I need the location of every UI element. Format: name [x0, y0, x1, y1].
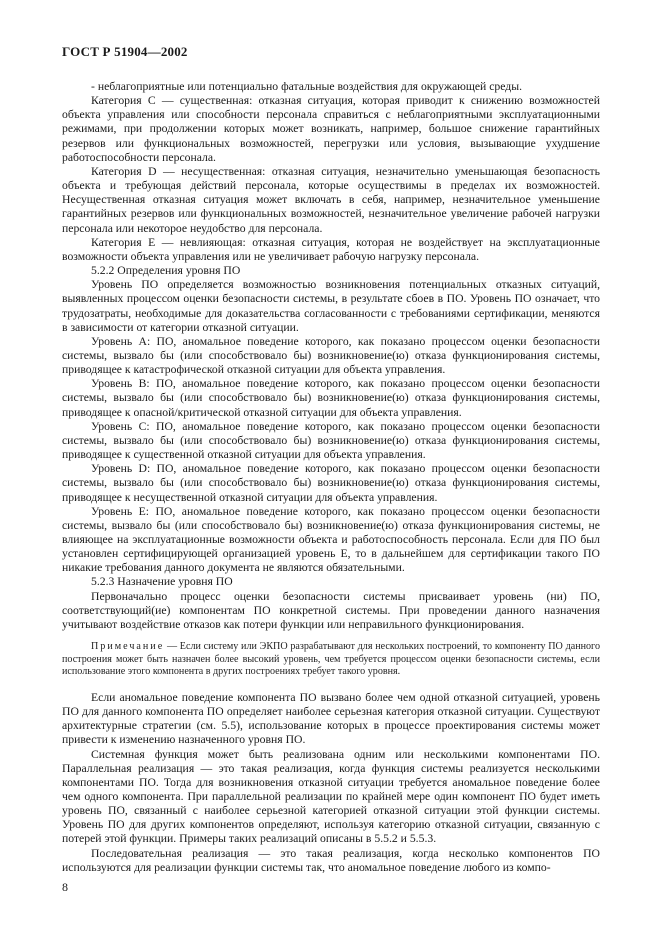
page-number: 8: [62, 880, 68, 894]
paragraph: Системная функция может быть реализована одним или несколькими компонентами ПО. Параллельная реализация — это такая реализация, когда функция системы реализуется несколькими компонентами ПО. Тогда для возникновения отказной ситуации требуется аномальное поведение более чем одного компонента. При параллельной реализации по крайней мере один компонент ПО будет иметь уровень ПО, связанный с наиболее серьезной категорией отказной ситуации этой функции системы. Уровень ПО для других компонентов определяют, используя категорию отказной ситуации, связанную с потерей этой функции. Примеры таких реализаций описаны в 5.5.2 и 5.5.3.: [62, 747, 600, 846]
paragraph: Уровень ПО определяется возможностью возникновения потенциальных отказных ситуаций, выявленных процессом оценки безопасности системы, в результате сбоев в ПО. Уровень ПО означает, что трудозатраты, необходимые для доказательства согласованности с требованиями сертификации, меняются в зависимости от категории отказной ситуации.: [62, 278, 600, 334]
section-heading-5-2-2: 5.2.2 Определения уровня ПО: [91, 264, 241, 278]
note-text: — Если систему или ЭКПО разрабатывают для нескольких построений, то компоненту ПО данного построения может быть назначен более высокий уровень, чем требуется процессом оценки безопасности системы, если использование этого компонента в других построениях требует такого уровня.: [62, 641, 600, 678]
paragraph: Последовательная реализация — это такая реализация, когда несколько компонентов ПО используются для реализации функции системы так, что аномальное поведение любого из компо-: [62, 846, 600, 874]
note: [62, 641, 600, 679]
paragraph-category-d: Категория D — несущественная: отказная ситуация, незначительно уменьшающая безопасность объекта и требующая действий персонала, которые осуществимы в пределах их возможностей. Несущественная отказная ситуация может включать в себя, например, незначительное уменьшение гарантийных резервов или функциональных возможностей, незначительное увеличение рабочей нагрузки персонала или некоторое неудобство для персонала.: [62, 164, 600, 235]
paragraph: Первоначально процесс оценки безопасности системы присваивает уровень (ни) ПО, соответствующий(ие) компонентам ПО конкретной системы. При проведении данного назначения учитывают воздействие отказов как потери функции или неправильного функционирования.: [62, 589, 600, 631]
paragraph-level-e: Уровень Е: ПО, аномальное поведение которого, как показано процессом оценки безопасности системы, вызвало бы (или способствовало бы) возникновение(ю) отказа функционирования системы, не влияющее на эксплуатационные возможности объекта и работоспособность персонала. Если для ПО был установлен сертифицирующей организацией уровень Е, то в дальнейшем для сертификации такого ПО никакие требования данного документа не являются обязательными.: [62, 504, 600, 575]
paragraph-level-a: Уровень А: ПО, аномальное поведение которого, как показано процессом оценки безопасности системы, вызвало бы (или способствовало бы) возникновение(ю) отказа функционирования системы, приводящее к катастрофической отказной ситуации для объекта управления.: [62, 334, 600, 377]
paragraph-level-c: Уровень С: ПО, аномальное поведение которого, как показано процессом оценки безопасности системы, вызвало бы (или способствовало бы) возникновение(ю) отказа функционирования системы, приводящее к существенной отказной ситуации для объекта управления.: [62, 419, 600, 462]
paragraph-category-c: Категория С — существенная: отказная ситуация, которая приводит к снижению возможностей объекта управления или способности персонала справиться с неблагоприятными эксплуатационными режимами, при продолжении которых может возникать, например, большое снижение гарантийных резервов или функциональных возможностей, перегрузки или условия, вызывающие ухудшение работоспособности персонала.: [62, 94, 600, 164]
paragraph-level-d: Уровень D: ПО, аномальное поведение которого, как показано процессом оценки безопасности системы, вызвало бы (или способствовало бы) возникновение(ю) отказа функционирования системы, приводящее к несущественной отказной ситуации для объекта управления.: [62, 462, 600, 504]
document-body: [62, 80, 600, 875]
section-heading-5-2-3: 5.2.3 Назначение уровня ПО: [91, 575, 233, 589]
document-header: ГОСТ Р 51904—2002: [62, 44, 188, 59]
note-label: Примечание: [91, 641, 165, 653]
list-item: - неблагоприятные или потенциально фатальные воздействия для окружающей среды.: [91, 80, 523, 93]
paragraph: Если аномальное поведение компонента ПО вызвано более чем одной отказной ситуацией, уровень ПО для данного компонента ПО определяет наиболее серьезная категория отказной ситуации. Существуют архитектурные стратегии (см. 5.5), использование которых в процессе проектирования системы может привести к изменению назначенного уровня ПО.: [62, 690, 600, 747]
paragraph-level-b: Уровень В: ПО, аномальное поведение которого, как показано процессом оценки безопасности системы, вызвало бы (или способствовало бы) возникновение(ю) отказа функционирования системы, приводящее к опасной/критической отказной ситуации для объекта управления.: [62, 377, 600, 419]
paragraph-category-e: Категория Е — невлияющая: отказная ситуация, которая не воздействует на эксплуатационные возможности объекта управления или не увеличивает рабочую нагрузку персонала.: [62, 235, 600, 263]
